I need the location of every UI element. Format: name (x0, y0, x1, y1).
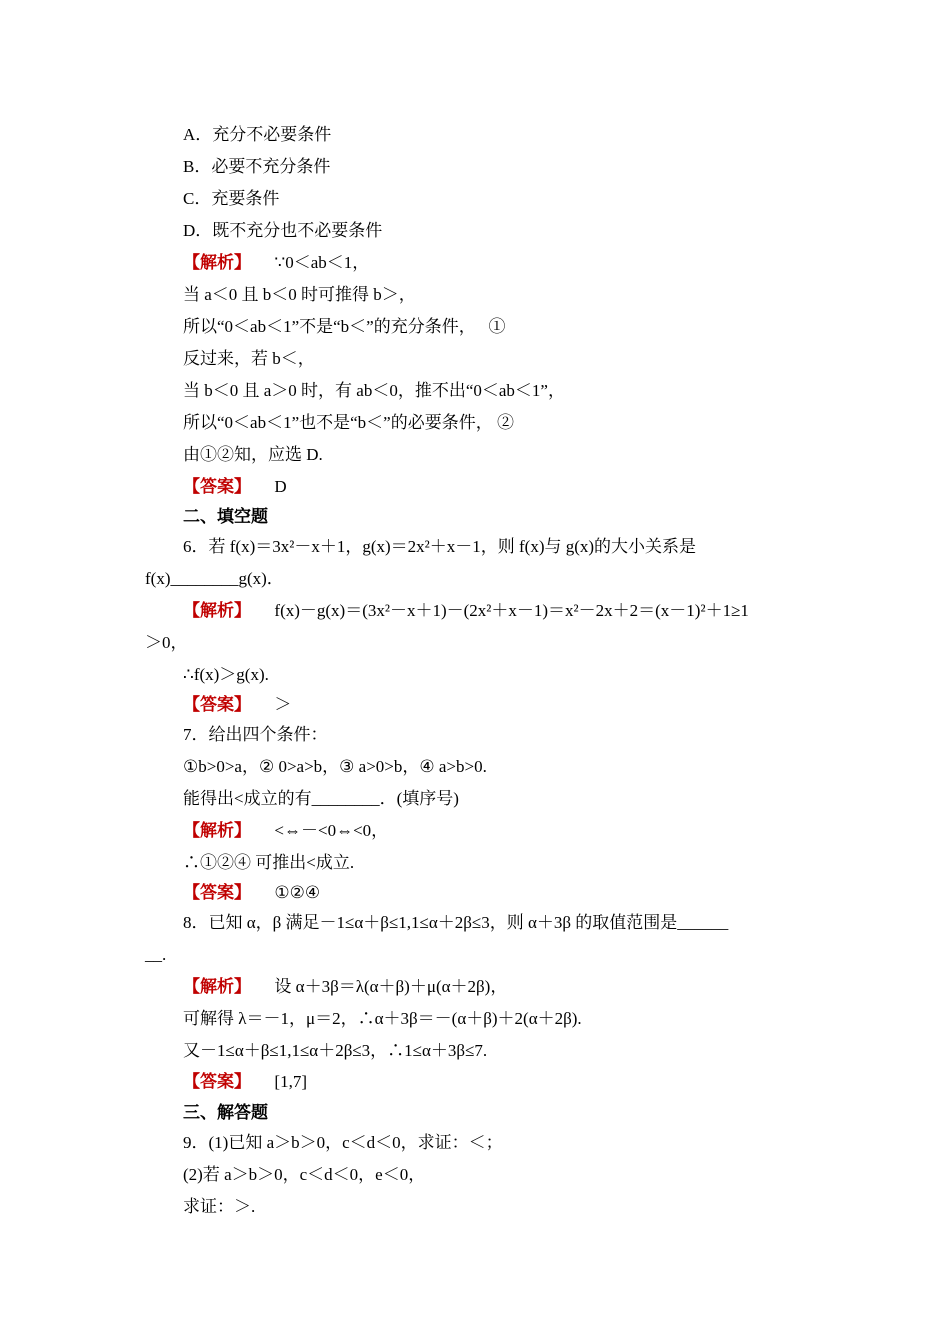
q5-answer: D (274, 477, 287, 496)
option-a: A．充分不必要条件 (183, 125, 332, 144)
q6-analysis: f(x)－g(x)＝(3x²－x＋1)－(2x²＋x－1)＝x²－2x＋2＝(x－1)²＋1≥1 (274, 601, 749, 620)
analysis-tag: 【解析】 (183, 821, 251, 841)
option-b: B．必要不充分条件 (183, 157, 331, 176)
option-c: C．充要条件 (183, 189, 280, 208)
answer-tag: 【答案】 (183, 477, 251, 497)
q9-prove: 求证：＞. (183, 1197, 256, 1216)
analysis-tag: 【解析】 (183, 977, 251, 997)
q7-analysis-line (183, 820, 388, 842)
q5-analysis-first-line (183, 252, 369, 274)
q7-stem: 7．给出四个条件： (183, 725, 328, 744)
q7-answer-line (183, 882, 320, 904)
q5-analysis-line: 当 b＜0 且 a＞0 时，有 ab＜0，推不出“0＜ab＜1”， (183, 381, 565, 400)
q6-stem-cont: f(x)________g(x)． (145, 569, 284, 588)
q9-part2: (2)若 a＞b＞0，c＜d＜0，e＜0， (183, 1165, 426, 1184)
q5-analysis-first: ∵0＜ab＜1， (274, 253, 370, 272)
q8-analysis-3: 又－1≤α＋β≤1,1≤α＋2β≤3，∴1≤α＋3β≤7. (183, 1041, 488, 1060)
q8-answer: [1,7] (274, 1072, 307, 1091)
q7-answer: ①②④ (274, 883, 321, 902)
q6-conclusion: ∴f(x)＞g(x). (183, 665, 269, 684)
q5-analysis-line: 当 a＜0 且 b＜0 时可推得 b＞， (183, 285, 416, 304)
q7-question: 能得出<成立的有________．(填序号) (183, 789, 459, 808)
q5-analysis-line: 反过来，若 b＜， (183, 349, 315, 368)
option-d: D．既不充分也不必要条件 (183, 221, 383, 240)
section-heading-fill-in: 二、填空题 (183, 507, 268, 527)
section-heading-solve: 三、解答题 (183, 1103, 268, 1123)
answer-tag: 【答案】 (183, 883, 251, 903)
q8-stem-cont: __. (145, 945, 167, 964)
answer-tag: 【答案】 (183, 1072, 251, 1092)
q7-conclusion: ∴①②④ 可推出<成立. (183, 853, 355, 872)
q8-stem: 8．已知 α，β 满足－1≤α＋β≤1,1≤α＋2β≤3，则 α＋3β 的取值范围是______ (183, 913, 729, 932)
answer-tag: 【答案】 (183, 695, 251, 715)
analysis-tag: 【解析】 (183, 601, 251, 621)
q8-answer-line (183, 1071, 307, 1093)
q9-part1: 9．(1)已知 a＞b＞0，c＜d＜0，求证：＜； (183, 1133, 503, 1152)
q8-analysis-2: 可解得 λ＝－1，μ＝2，∴α＋3β＝－(α＋β)＋2(α＋2β). (183, 1009, 582, 1028)
q5-analysis-line: 所以“0＜ab＜1”不是“b＜”的充分条件， ① (183, 317, 506, 336)
analysis-tag: 【解析】 (183, 253, 251, 273)
q6-analysis-cont: ＞0， (145, 633, 188, 652)
q8-analysis: 设 α＋3β＝λ(α＋β)＋μ(α＋2β)， (274, 977, 508, 996)
q5-analysis-line: 所以“0＜ab＜1”也不是“b＜”的必要条件， ② (183, 413, 514, 432)
q5-analysis-line: 由①②知，应选 D. (183, 445, 323, 464)
q5-answer-line (183, 476, 287, 498)
q7-analysis: <⇔－<0⇔<0， (274, 821, 389, 840)
q6-stem: 6．若 f(x)＝3x²－x＋1，g(x)＝2x²＋x－1，则 f(x)与 g(x)的大小关系是 (183, 537, 697, 556)
q6-answer-line (183, 694, 291, 716)
q6-analysis-line (183, 600, 749, 622)
q7-conditions: ①b>0>a，② 0>a>b，③ a>0>b，④ a>b>0. (183, 757, 487, 776)
q8-analysis-line (183, 976, 507, 998)
q6-answer: ＞ (274, 695, 292, 714)
